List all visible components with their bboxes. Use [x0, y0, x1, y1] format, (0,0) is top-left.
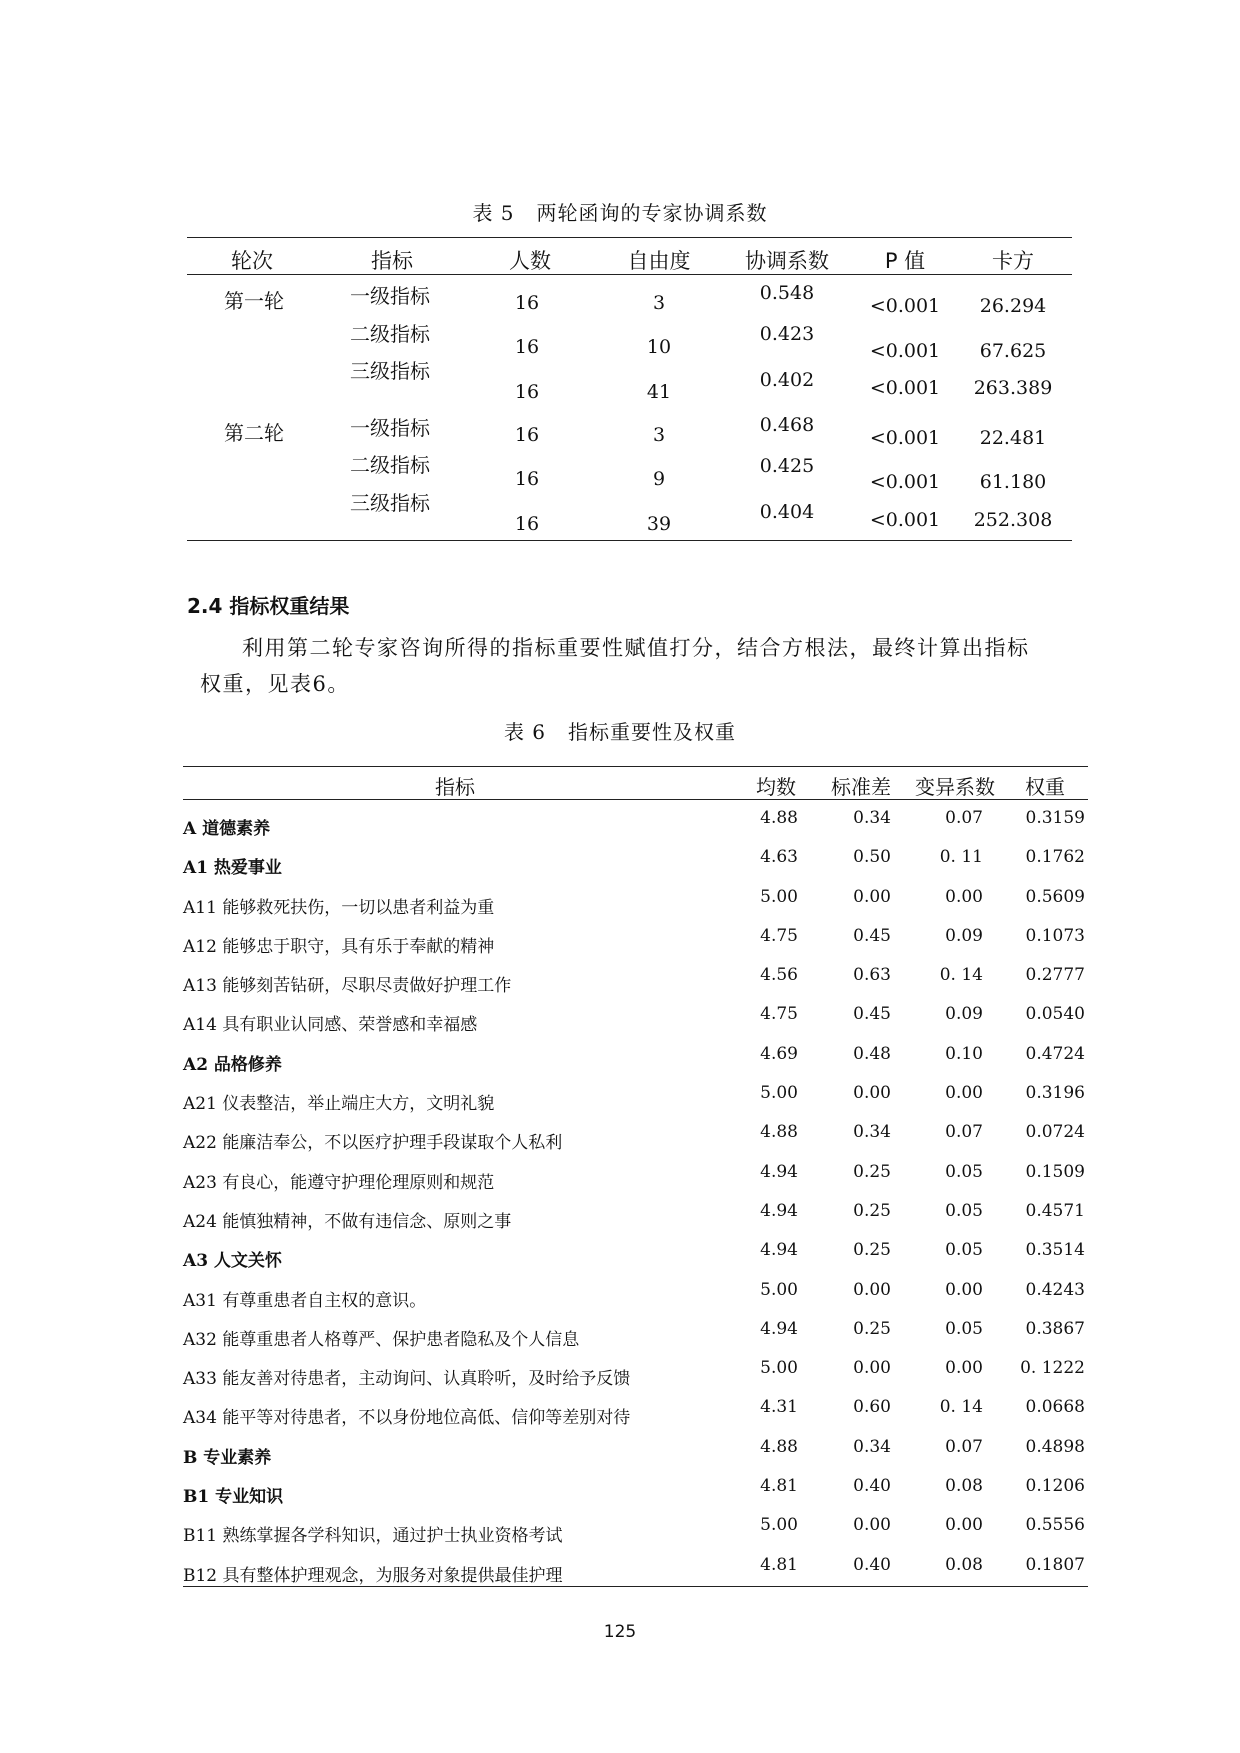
table5-chi: 252.308 [973, 509, 1053, 531]
table5-n: 16 [514, 468, 540, 490]
table6-mean: 4.75 [760, 925, 798, 946]
table6-weight: 0.1206 [1025, 1476, 1085, 1497]
table6-sd: 0.48 [853, 1043, 891, 1064]
table5-indicator: 二级指标 [350, 453, 430, 477]
table6-weight: 0.4898 [1025, 1436, 1085, 1457]
table6-row [183, 1272, 1088, 1311]
table6-indicator-name: A 道德素养 [183, 819, 271, 839]
table5-n: 16 [514, 513, 540, 535]
table6-cv: 0.05 [945, 1240, 983, 1261]
table6-sd: 0.40 [853, 1554, 891, 1575]
table5-coef: 0.425 [759, 455, 815, 477]
table6-indicator-name: A34 能平等对待患者，不以身份地位高低、信仰等差别对待 [183, 1408, 631, 1429]
table6-cv: 0.00 [945, 1358, 983, 1379]
table6-cv: 0.08 [945, 1476, 983, 1497]
table5-indicator: 一级指标 [350, 284, 430, 308]
table5-coef: 0.423 [759, 323, 815, 345]
table6-cv: 0. 14 [939, 1397, 983, 1418]
table6-sd: 0.34 [853, 1436, 891, 1457]
table5-coef: 0.402 [759, 369, 815, 391]
table6-header-weight: 权重 [1025, 775, 1065, 799]
table6-row [183, 1193, 1088, 1232]
table6-row [183, 1507, 1088, 1546]
table6 [183, 766, 1088, 1587]
table5-n: 16 [514, 292, 540, 314]
table5 [187, 237, 1072, 542]
table6-mean: 5.00 [760, 886, 798, 907]
table5-df: 9 [652, 468, 666, 490]
table6-mean: 5.00 [760, 1515, 798, 1536]
table6-mean: 4.31 [760, 1397, 798, 1418]
table5-p: <0.001 [869, 295, 941, 317]
table5-df: 39 [646, 513, 672, 535]
table5-n: 16 [514, 336, 540, 358]
table6-mean: 5.00 [760, 1279, 798, 1300]
table6-mean: 4.56 [760, 965, 798, 986]
table6-sd: 0.00 [853, 1279, 891, 1300]
table5-p: <0.001 [869, 427, 941, 449]
table6-weight: 0.1762 [1025, 847, 1085, 868]
table6-sd: 0.45 [853, 1004, 891, 1025]
table6-row [183, 1547, 1088, 1586]
table5-p: <0.001 [869, 377, 941, 399]
table6-mean: 5.00 [760, 1358, 798, 1379]
table6-indicator-name: A2 品格修养 [183, 1054, 282, 1075]
table6-sd: 0.34 [853, 808, 891, 828]
table6-cv: 0.00 [945, 1083, 983, 1104]
table6-mean: 4.75 [760, 1004, 798, 1025]
table6-weight: 0.5609 [1025, 886, 1085, 907]
table6-indicator-name: A31 有尊重患者自主权的意识。 [183, 1290, 427, 1311]
table6-indicator-name: A33 能友善对待患者，主动询问、认真聆听，及时给予反馈 [183, 1369, 631, 1390]
table5-caption [0, 197, 1240, 226]
table6-weight: 0.3867 [1025, 1318, 1085, 1339]
table6-row [183, 1036, 1088, 1075]
table6-weight: 0.3196 [1025, 1083, 1085, 1104]
table6-mean: 4.88 [760, 1436, 798, 1457]
table6-row [183, 800, 1088, 839]
table6-header-indicator: 指标 [435, 775, 475, 799]
table6-row [183, 879, 1088, 918]
table6-row [183, 918, 1088, 957]
table6-weight: 0.1073 [1025, 925, 1085, 946]
table6-weight: 0.2777 [1025, 965, 1085, 986]
table6-weight: 0.4243 [1025, 1279, 1085, 1300]
table6-sd: 0.25 [853, 1200, 891, 1221]
table6-sd: 0.00 [853, 1515, 891, 1536]
table6-sd: 0.00 [853, 1358, 891, 1379]
table5-indicator: 二级指标 [350, 322, 430, 346]
table6-header-sd: 标准差 [831, 775, 891, 799]
table6-row [183, 1429, 1088, 1468]
table6-cv: 0.00 [945, 886, 983, 907]
section-paragraph: 利用第二轮专家咨询所得的指标重要性赋值打分，结合方根法，最终计算出指标权重，见表6。 [200, 636, 1030, 696]
table5-chi: 26.294 [979, 295, 1047, 317]
table6-sd: 0.34 [853, 1122, 891, 1143]
table6-indicator-name: B 专业素养 [183, 1447, 272, 1468]
table6-weight: 0. 1222 [1020, 1358, 1085, 1379]
table5-indicator: 三级指标 [350, 491, 430, 515]
table6-indicator-name: A14 具有职业认同感、荣誉感和幸福感 [183, 1015, 478, 1036]
table5-caption-title: 两轮函询的专家协调系数 [536, 201, 768, 225]
table5-df: 3 [652, 424, 666, 446]
table6-mean: 4.81 [760, 1476, 798, 1497]
table5-header-round: 轮次 [231, 249, 273, 273]
table6-body [183, 800, 1088, 1586]
table6-indicator-name: A23 有良心，能遵守护理伦理原则和规范 [183, 1172, 495, 1193]
table6-row [183, 1154, 1088, 1193]
table6-indicator-name: A24 能慎独精神，不做有违信念、原则之事 [183, 1211, 512, 1232]
table6-weight: 0.3514 [1025, 1240, 1085, 1261]
table6-cv: 0.07 [945, 1436, 983, 1457]
table6-caption [0, 716, 1240, 745]
table5-df: 3 [652, 292, 666, 314]
table6-row [183, 839, 1088, 878]
table6-cv: 0. 11 [939, 847, 983, 868]
table6-weight: 0.4571 [1025, 1200, 1085, 1221]
table6-mean: 4.94 [760, 1240, 798, 1261]
table6-indicator-name: B12 具有整体护理观念，为服务对象提供最佳护理 [183, 1565, 563, 1586]
table6-indicator-name: A11 能够救死扶伤，一切以患者利益为重 [183, 897, 495, 918]
table6-cv: 0.05 [945, 1200, 983, 1221]
table6-sd: 0.60 [853, 1397, 891, 1418]
table6-indicator-name: B11 熟练掌握各学科知识，通过护士执业资格考试 [183, 1526, 563, 1547]
table5-coef: 0.468 [759, 414, 815, 436]
table5-caption-number: 表 5 [472, 201, 515, 225]
table5-bottom-rule [187, 540, 1072, 541]
table5-df: 41 [646, 381, 672, 403]
table6-header-cv: 变异系数 [915, 775, 995, 799]
table6-indicator-name: A32 能尊重患者人格尊严、保护患者隐私及个人信息 [183, 1329, 580, 1350]
table5-header-p: P 值 [884, 249, 926, 273]
table5-top-rule [187, 237, 1072, 238]
table5-n: 16 [514, 424, 540, 446]
table6-mean: 4.94 [760, 1318, 798, 1339]
table6-mean: 5.00 [760, 1083, 798, 1104]
table6-cv: 0.05 [945, 1161, 983, 1182]
table6-mean: 4.63 [760, 847, 798, 868]
table6-weight: 0.1807 [1025, 1554, 1085, 1575]
table5-header-coef: 协调系数 [745, 249, 829, 273]
table6-mean: 4.88 [760, 808, 798, 828]
table6-indicator-name: A3 人文关怀 [183, 1251, 282, 1272]
table5-df: 10 [646, 336, 672, 358]
table5-p: <0.001 [869, 471, 941, 493]
table6-cv: 0.05 [945, 1318, 983, 1339]
table6-cv: 0.09 [945, 925, 983, 946]
table5-header-rule [187, 274, 1072, 275]
table6-sd: 0.40 [853, 1476, 891, 1497]
table5-header-indicator: 指标 [371, 249, 413, 273]
table6-sd: 0.00 [853, 1083, 891, 1104]
table6-weight: 0.3159 [1025, 808, 1085, 828]
table6-weight: 0.0668 [1025, 1397, 1085, 1418]
table5-p: <0.001 [869, 340, 941, 362]
table6-sd: 0.50 [853, 847, 891, 868]
table6-mean: 4.81 [760, 1554, 798, 1575]
table6-indicator-name: A1 热爱事业 [183, 858, 282, 879]
table6-sd: 0.25 [853, 1161, 891, 1182]
table6-row [183, 1114, 1088, 1153]
table5-chi: 263.389 [973, 377, 1053, 399]
table6-indicator-name: A22 能廉洁奉公，不以医疗护理手段谋取个人私利 [183, 1133, 563, 1154]
table6-sd: 0.45 [853, 925, 891, 946]
table6-cv: 0.00 [945, 1279, 983, 1300]
table6-mean: 4.69 [760, 1043, 798, 1064]
table6-row [183, 957, 1088, 996]
table6-row [183, 996, 1088, 1035]
table6-mean: 4.88 [760, 1122, 798, 1143]
page-number: 125 [603, 1622, 637, 1642]
table5-chi: 67.625 [979, 340, 1047, 362]
table5-header-n: 人数 [509, 249, 551, 273]
table6-weight: 0.5556 [1025, 1515, 1085, 1536]
table5-round-2: 第二轮 [224, 421, 284, 445]
table6-caption-title: 指标重要性及权重 [568, 720, 737, 744]
table5-indicator: 三级指标 [350, 359, 430, 383]
table6-row [183, 1311, 1088, 1350]
table6-row [183, 1389, 1088, 1428]
table6-indicator-name: B1 专业知识 [183, 1487, 284, 1508]
table5-coef: 0.548 [759, 282, 815, 304]
table6-mean: 4.94 [760, 1200, 798, 1221]
table6-sd: 0.25 [853, 1318, 891, 1339]
table6-sd: 0.63 [853, 965, 891, 986]
table5-chi: 61.180 [979, 471, 1047, 493]
table5-indicator: 一级指标 [350, 416, 430, 440]
table6-cv: 0. 14 [939, 965, 983, 986]
table6-cv: 0.10 [945, 1043, 983, 1064]
table6-cv: 0.00 [945, 1515, 983, 1536]
table5-chi: 22.481 [979, 427, 1047, 449]
table5-coef: 0.404 [759, 501, 815, 523]
table6-row [183, 1468, 1088, 1507]
table6-row [183, 1350, 1088, 1389]
section-title: 2.4 指标权重结果 [187, 594, 350, 618]
table6-weight: 0.0724 [1025, 1122, 1085, 1143]
table6-header-row [183, 767, 1088, 800]
table6-mean: 4.94 [760, 1161, 798, 1182]
table6-cv: 0.07 [945, 1122, 983, 1143]
table6-bottom-rule [183, 1586, 1088, 1587]
table6-weight: 0.0540 [1025, 1004, 1085, 1025]
table5-header-df: 自由度 [627, 249, 691, 273]
table6-cv: 0.07 [945, 808, 983, 828]
table6-header-mean: 均数 [756, 775, 796, 799]
table5-p: <0.001 [869, 509, 941, 531]
table6-row [183, 1075, 1088, 1114]
table6-cv: 0.08 [945, 1554, 983, 1575]
table6-caption-number: 表 6 [503, 720, 547, 744]
table6-cv: 0.09 [945, 1004, 983, 1025]
table6-sd: 0.25 [853, 1240, 891, 1261]
table5-round-1: 第一轮 [224, 289, 284, 313]
table6-indicator-name: A13 能够刻苦钻研，尽职尽责做好护理工作 [183, 976, 512, 997]
table6-sd: 0.00 [853, 886, 891, 907]
table6-indicator-name: A12 能够忠于职守，具有乐于奉献的精神 [183, 936, 495, 957]
table5-n: 16 [514, 381, 540, 403]
table6-row [183, 1232, 1088, 1271]
table5-header-chi: 卡方 [992, 249, 1034, 273]
table6-weight: 0.4724 [1025, 1043, 1085, 1064]
table6-weight: 0.1509 [1025, 1161, 1085, 1182]
table6-indicator-name: A21 仪表整洁，举止端庄大方，文明礼貌 [183, 1094, 495, 1115]
